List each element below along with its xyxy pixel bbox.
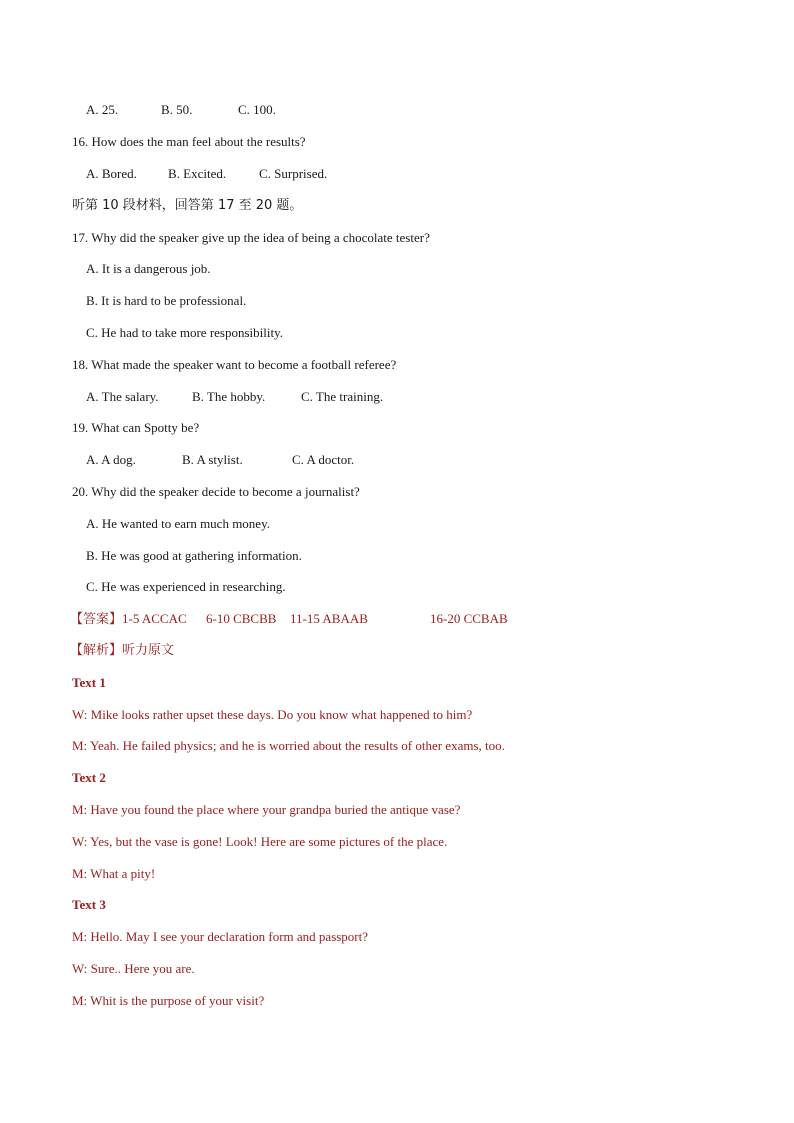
answer-group-2: 6-10 CBCBB: [206, 611, 277, 626]
q18-option-a: A. The salary.: [86, 389, 159, 404]
section-intro: 听第 10 段材料，回答第 17 至 20 题。: [72, 198, 303, 213]
analysis-heading: [70, 643, 174, 659]
transcript-line: M: Whit is the purpose of your visit?: [72, 993, 265, 1008]
transcript-title-1: Text 1: [72, 675, 106, 690]
q16-option-b: B. Excited.: [168, 166, 227, 181]
transcript-title-2: Text 2: [72, 770, 106, 785]
q20-option-c: C. He was experienced in researching.: [86, 579, 286, 594]
answer-group-1: 1-5 ACCAC: [122, 611, 187, 626]
q20-question: 20. Why did the speaker decide to become a journalist?: [72, 484, 360, 499]
answer-key: [70, 611, 508, 627]
q19-options: [86, 452, 354, 468]
q16-question: 16. How does the man feel about the results?: [72, 134, 306, 149]
q19-option-c: C. A doctor.: [292, 452, 355, 467]
transcript-line: M: Hello. May I see your declaration form and passport?: [72, 929, 369, 944]
transcript-line: W: Mike looks rather upset these days. Do you know what happened to him?: [72, 707, 473, 722]
q15-option-b: B. 50.: [161, 102, 193, 117]
transcript-line: W: Yes, but the vase is gone! Look! Here are some pictures of the place.: [72, 834, 448, 849]
q15-options: [86, 102, 276, 118]
q18-question: 18. What made the speaker want to become a football referee?: [72, 357, 397, 372]
q16-option-c: C. Surprised.: [259, 166, 328, 181]
q19-option-a: A. A dog.: [86, 452, 136, 467]
q17-option-a: A. It is a dangerous job.: [86, 261, 211, 276]
transcript-title-3: Text 3: [72, 897, 106, 912]
q15-option-c: C. 100.: [238, 102, 276, 117]
q18-options: [86, 389, 383, 405]
q17-option-c: C. He had to take more responsibility.: [86, 325, 284, 340]
q15-option-a: A. 25.: [86, 102, 119, 117]
analysis-text: 听力原文: [122, 643, 175, 658]
q19-question: 19. What can Spotty be?: [72, 420, 200, 435]
q17-option-b: B. It is hard to be professional.: [86, 293, 247, 308]
q16-options: [86, 166, 327, 182]
answer-group-4: 16-20 CCBAB: [430, 611, 508, 626]
q20-option-a: A. He wanted to earn much money.: [86, 516, 270, 531]
q20-option-b: B. He was good at gathering information.: [86, 548, 302, 563]
q18-option-b: B. The hobby.: [192, 389, 266, 404]
q16-option-a: A. Bored.: [86, 166, 137, 181]
answer-group-3: 11-15 ABAAB: [290, 611, 368, 626]
q17-question: 17. Why did the speaker give up the idea of being a chocolate tester?: [72, 230, 430, 245]
answer-label: 【答案】: [70, 612, 123, 627]
transcript-line: W: Sure.. Here you are.: [72, 961, 195, 976]
analysis-label: 【解析】: [70, 643, 123, 658]
transcript-line: M: Have you found the place where your grandpa buried the antique vase?: [72, 802, 461, 817]
transcript-line: M: Yeah. He failed physics; and he is worried about the results of other exams, too.: [72, 738, 505, 753]
q19-option-b: B. A stylist.: [182, 452, 243, 467]
q18-option-c: C. The training.: [301, 389, 384, 404]
transcript-line: M: What a pity!: [72, 866, 156, 881]
